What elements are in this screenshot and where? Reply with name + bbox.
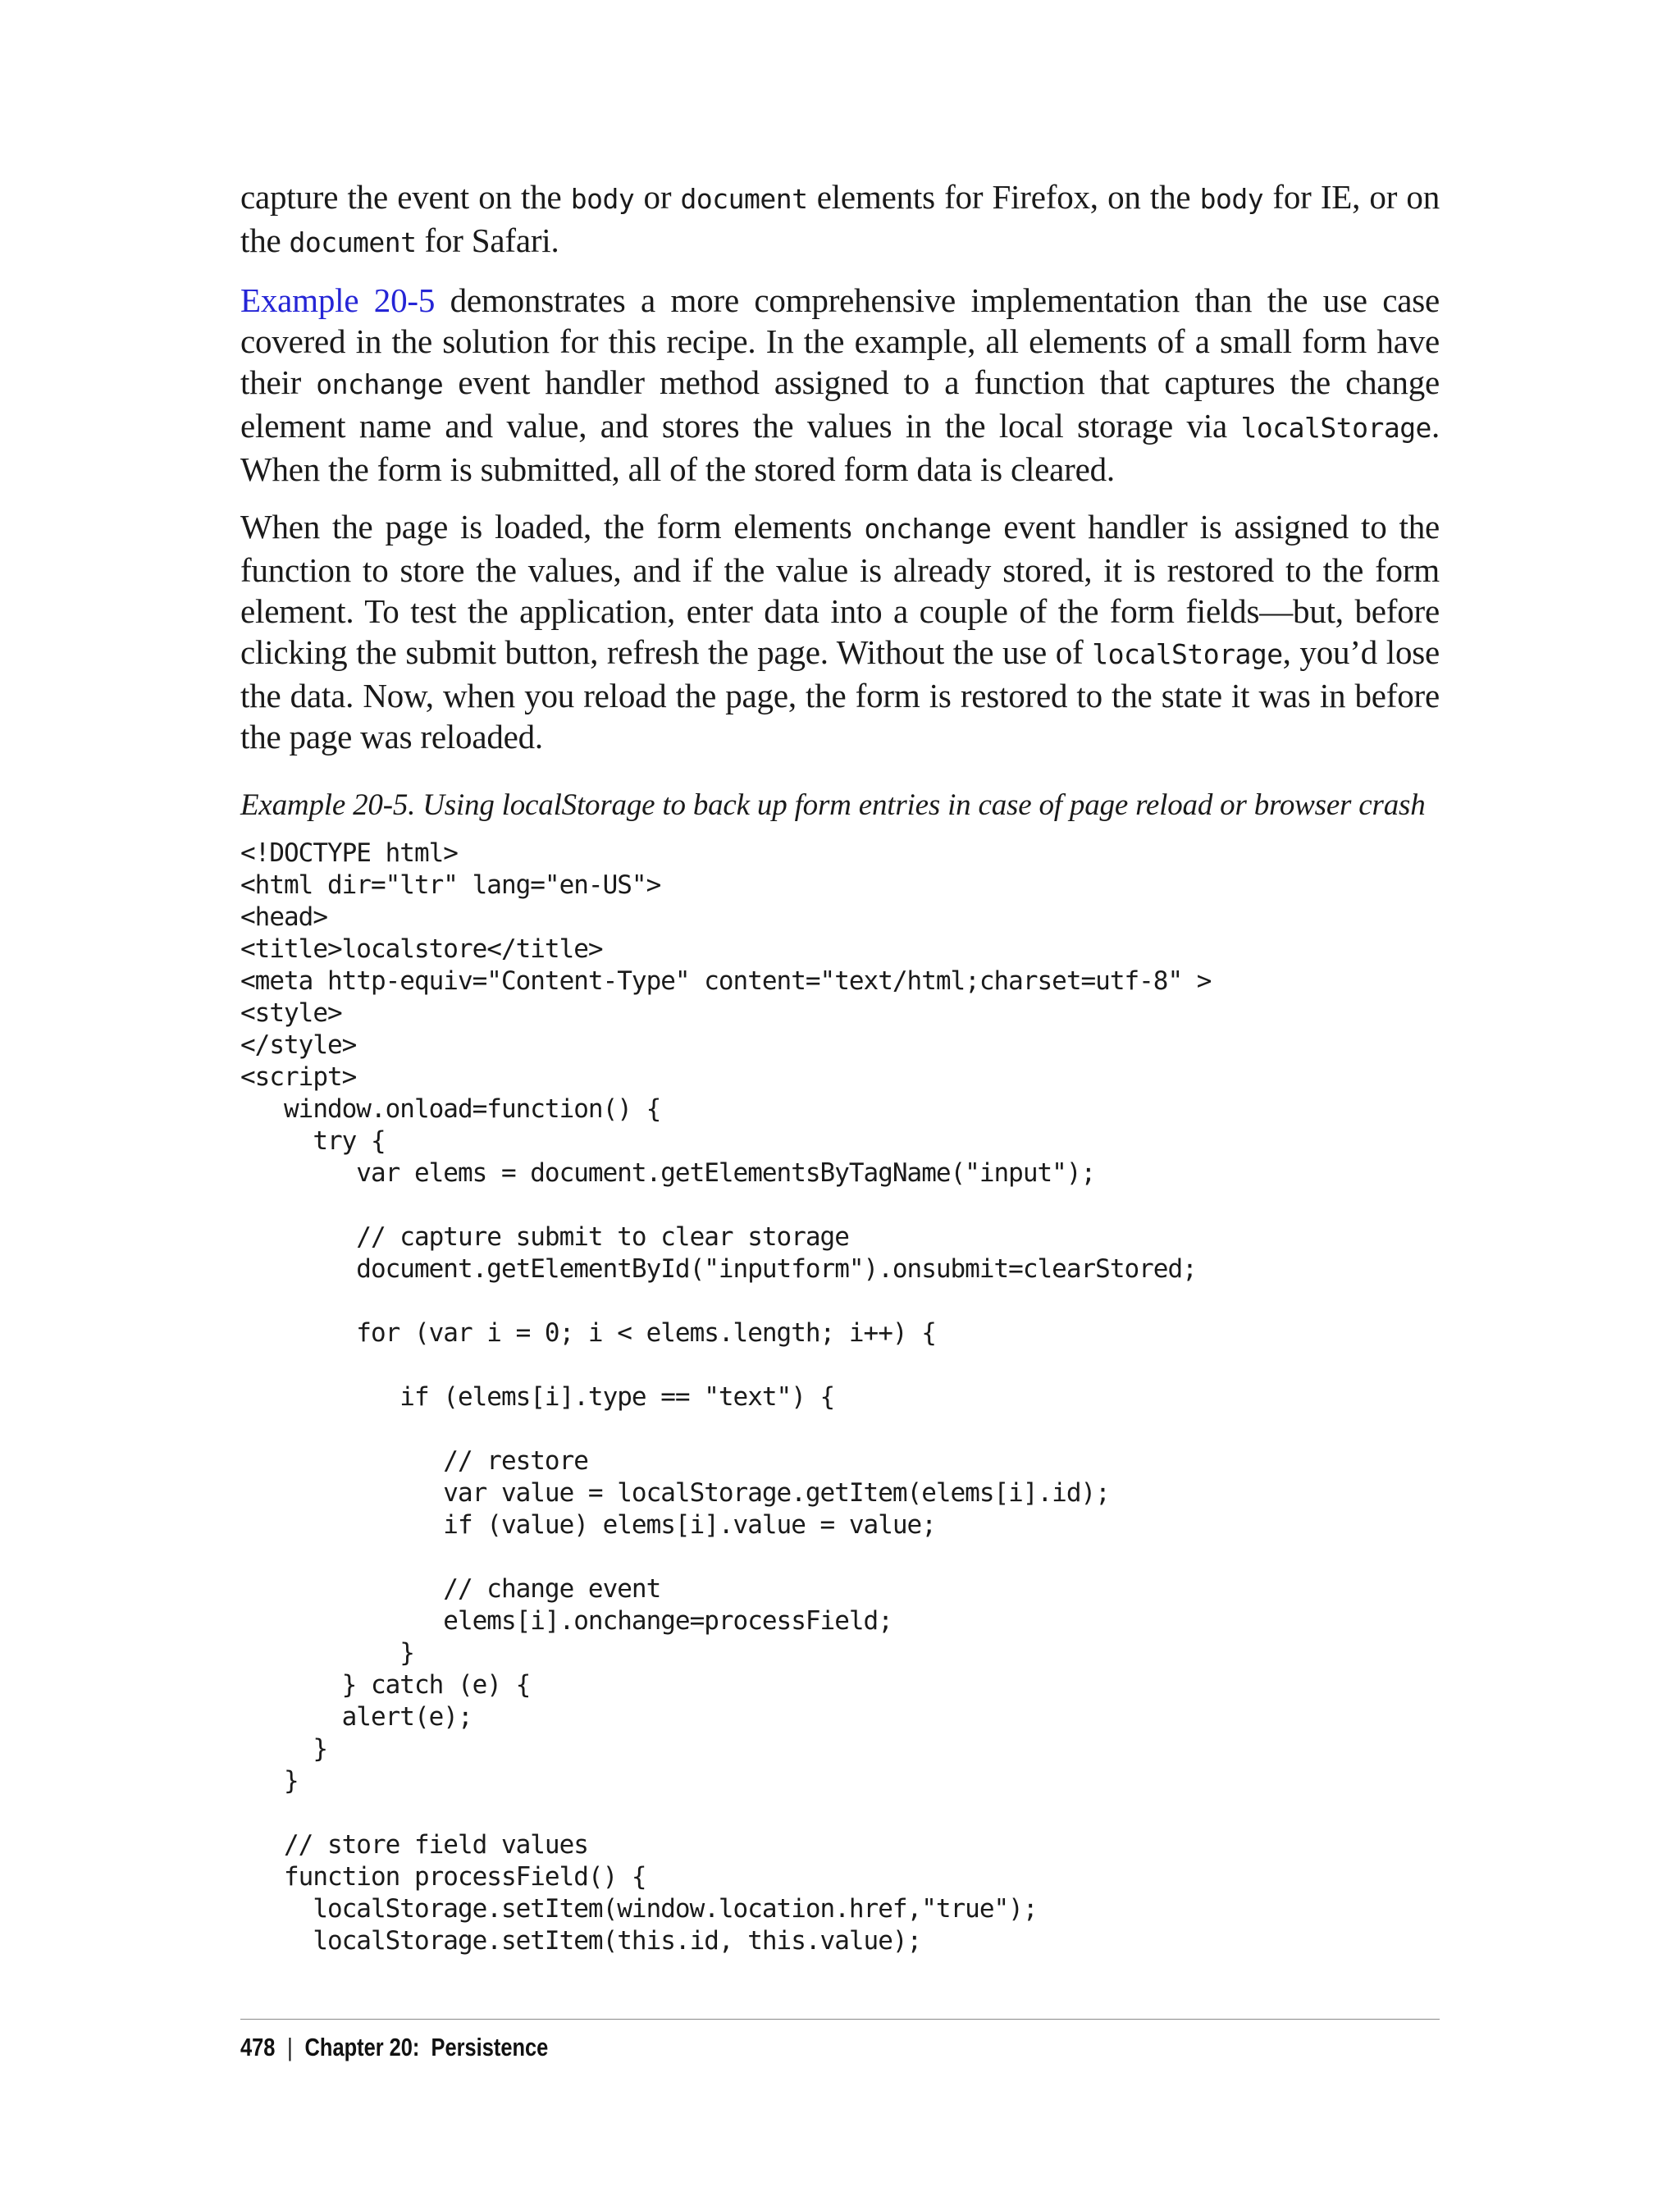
cross-reference-link[interactable]: Example 20-5	[240, 281, 436, 319]
code-line	[240, 1189, 1440, 1221]
example-caption: Example 20-5. Using localStorage to back up form entries in case of page reload or browser crash	[240, 788, 1426, 822]
footer-separator: |	[287, 2033, 293, 2061]
page-content	[240, 176, 1440, 1957]
code-listing	[240, 838, 1440, 1957]
paragraph	[240, 176, 1440, 263]
text-run: event handler method assigned to a function that captures the change element name and value, and stores the values in the local storage via	[240, 363, 1440, 445]
text-run: When the page is loaded, the form elements	[240, 508, 865, 546]
code-line: <!DOCTYPE html>	[240, 838, 458, 868]
code-line: var elems = document.getElementsByTagName("input");	[240, 1158, 1096, 1188]
inline-code: document	[680, 183, 808, 215]
text-run: demonstrates a more comprehensive implementation than the use case covered in the solution for this recipe. In the example, all elements of a small form have their	[240, 281, 1440, 401]
inline-code: body	[1199, 183, 1264, 215]
code-line	[240, 1797, 1440, 1829]
code-line: <style>	[240, 998, 342, 1028]
code-line: // capture submit to clear storage	[240, 1222, 849, 1252]
code-line: localStorage.setItem(window.location.href,"true");	[240, 1894, 1038, 1924]
code-line: try {	[240, 1126, 386, 1156]
code-line: // store field values	[240, 1830, 588, 1860]
code-line: </style>	[240, 1030, 357, 1060]
code-line: <title>localstore</title>	[240, 934, 603, 964]
code-line: if (value) elems[i].value = value;	[240, 1510, 936, 1540]
code-line: window.onload=function() {	[240, 1094, 661, 1124]
code-line: } catch (e) {	[240, 1670, 531, 1700]
text-run: elements for Firefox, on the	[807, 178, 1200, 216]
code-line: function processField() {	[240, 1862, 646, 1892]
page-footer	[240, 2029, 548, 2066]
code-line: }	[240, 1766, 299, 1796]
code-line	[240, 1349, 1440, 1381]
code-line: localStorage.setItem(this.id, this.value);	[240, 1926, 922, 1956]
text-run: for IE, or on the	[240, 178, 1440, 259]
code-line: <script>	[240, 1062, 357, 1092]
inline-code: body	[570, 183, 635, 215]
code-line: // change event	[240, 1574, 661, 1604]
code-line: }	[240, 1734, 327, 1764]
page-number: 478	[240, 2033, 276, 2061]
inline-code: localStorage	[1092, 638, 1283, 670]
inline-code: onchange	[864, 513, 992, 545]
code-line: elems[i].onchange=processField;	[240, 1606, 892, 1636]
text-run: for Safari.	[416, 221, 559, 259]
code-line	[240, 1541, 1440, 1573]
code-line: alert(e);	[240, 1702, 472, 1732]
code-line	[240, 1285, 1440, 1317]
code-line: <html dir="ltr" lang="en-US">	[240, 870, 661, 900]
text-run: capture the event on the	[240, 178, 571, 216]
code-line: }	[240, 1638, 414, 1668]
code-line: <head>	[240, 902, 327, 932]
code-line: // restore	[240, 1446, 588, 1476]
code-line: document.getElementById("inputform").onsubmit=clearStored;	[240, 1254, 1197, 1284]
code-line: for (var i = 0; i < elems.length; i++) {	[240, 1318, 936, 1348]
text-run: . When the form is submitted, all of the stored form data is cleared.	[240, 407, 1440, 488]
chapter-title: Chapter 20: Persistence	[304, 2033, 549, 2061]
text-run: , you’d lose the data. Now, when you reload the page, the form is restored to the state it was in before the page was reloaded.	[240, 633, 1440, 756]
code-line: <meta http-equiv="Content-Type" content="text/html;charset=utf-8" >	[240, 966, 1212, 996]
code-line: var value = localStorage.getItem(elems[i].id);	[240, 1478, 1110, 1508]
inline-code: document	[289, 226, 417, 258]
text-run: or	[634, 178, 681, 216]
body-text	[240, 176, 1440, 757]
code-line	[240, 1413, 1440, 1445]
inline-code: localStorage	[1240, 412, 1431, 444]
text-run: event handler is assigned to the function to store the values, and if the value is already stored, it is restored to the form element. To test the application, enter data into a couple of the form fields—but, before clicking the submit button, refresh the page. Without the use of	[240, 508, 1440, 671]
paragraph	[240, 280, 1440, 490]
code-line: if (elems[i].type == "text") {	[240, 1382, 835, 1412]
footer-rule	[240, 2019, 1440, 2020]
paragraph	[240, 506, 1440, 757]
inline-code: onchange	[316, 368, 444, 400]
